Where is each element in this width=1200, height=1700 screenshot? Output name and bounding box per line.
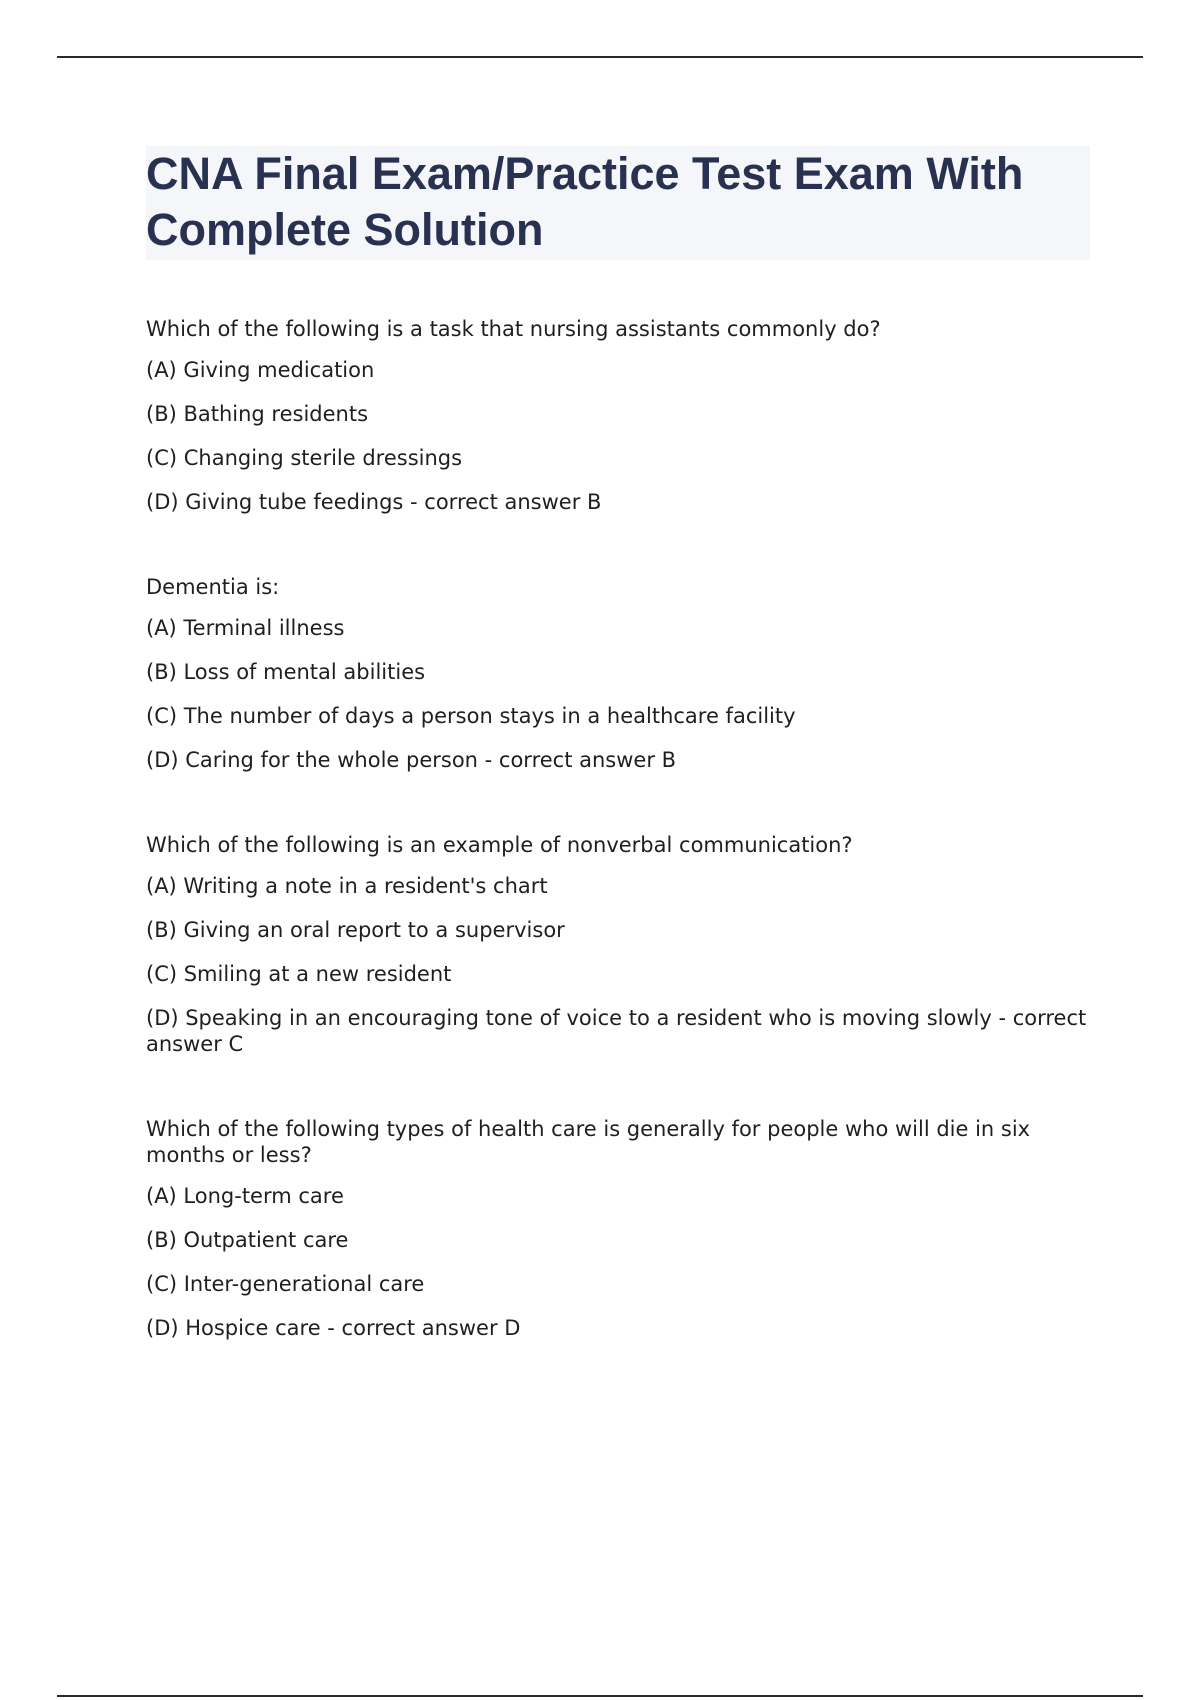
answer-option: (A) Terminal illness xyxy=(146,616,345,640)
question-text: Which of the following is a task that nursing assistants commonly do? xyxy=(146,317,881,341)
answer-option: (B) Bathing residents xyxy=(146,402,369,426)
question-text: Dementia is: xyxy=(146,575,280,599)
answer-option: (A) Giving medication xyxy=(146,358,375,382)
answer-option: (B) Giving an oral report to a supervisor xyxy=(146,918,565,942)
footer-rule xyxy=(57,1695,1143,1697)
answer-option: (C) Smiling at a new resident xyxy=(146,962,452,986)
answer-option: (D) Hospice care - correct answer D xyxy=(146,1316,521,1340)
question-text: Which of the following types of health care is generally for people who will die in six months or less? xyxy=(146,1117,1031,1167)
answer-option: (B) Loss of mental abilities xyxy=(146,660,426,684)
answer-option: (A) Long-term care xyxy=(146,1184,344,1208)
question-block xyxy=(146,316,1090,515)
answer-option: (D) Speaking in an encouraging tone of voice to a resident who is moving slowly - correct answer C xyxy=(146,1006,1087,1056)
answer-option: (C) Inter-generational care xyxy=(146,1272,425,1296)
document-body xyxy=(146,146,1090,1400)
answer-option: (C) Changing sterile dressings xyxy=(146,446,463,470)
answer-option: (C) The number of days a person stays in a healthcare facility xyxy=(146,704,796,728)
title-banner xyxy=(146,146,1090,260)
answer-option: (A) Writing a note in a resident's chart xyxy=(146,874,548,898)
question-block xyxy=(146,574,1090,773)
document-title: CNA Final Exam/Practice Test Exam With Complete Solution xyxy=(146,148,1024,255)
answer-option: (D) Caring for the whole person - correct answer B xyxy=(146,748,677,772)
answer-option: (B) Outpatient care xyxy=(146,1228,349,1252)
question-block xyxy=(146,1116,1090,1341)
header-rule xyxy=(57,56,1143,58)
answer-option: (D) Giving tube feedings - correct answer B xyxy=(146,490,602,514)
question-text: Which of the following is an example of nonverbal communication? xyxy=(146,833,853,857)
question-block xyxy=(146,832,1090,1057)
